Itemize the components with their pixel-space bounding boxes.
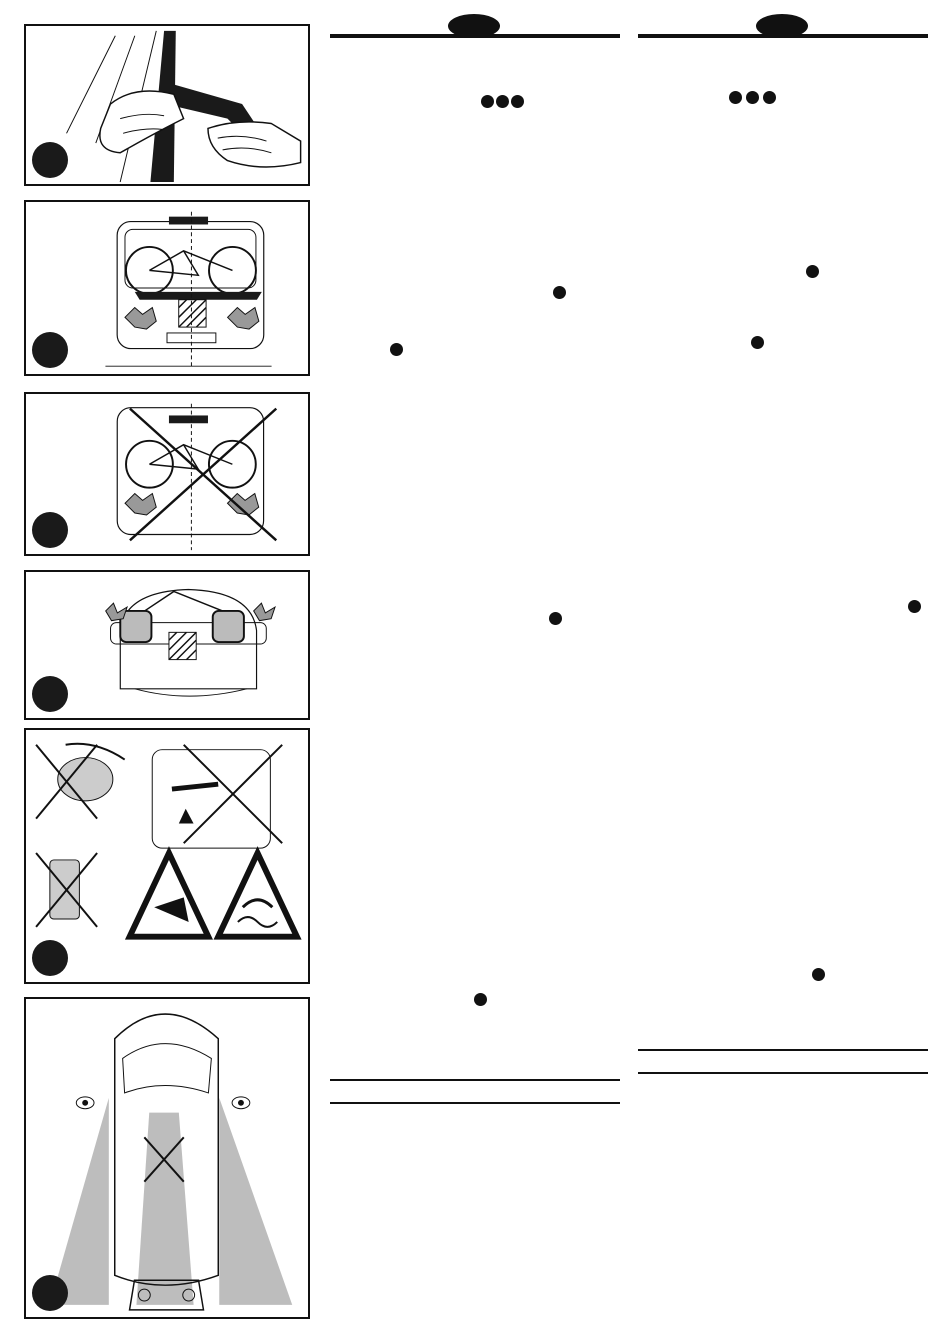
divider (638, 1072, 928, 1074)
car-rear-crossed-out-illustration (26, 394, 308, 554)
hands-pulling-strap-illustration (26, 26, 308, 184)
panel-car-lights-check (24, 570, 310, 720)
step-badge (32, 940, 68, 976)
panel-visibility (24, 997, 310, 1319)
step-badge (32, 142, 68, 178)
divider (330, 1079, 620, 1081)
left-column (330, 24, 620, 1314)
divider (330, 1102, 620, 1104)
step-badge (32, 512, 68, 548)
car-top-view-visibility-illustration (26, 999, 308, 1317)
warning-signs-illustration (26, 730, 308, 982)
divider (638, 1049, 928, 1051)
reference-dot (751, 336, 764, 349)
language-tab (448, 14, 500, 38)
reference-dot (908, 600, 921, 613)
reference-dot (806, 265, 819, 278)
reference-dot (511, 95, 524, 108)
reference-dot (812, 968, 825, 981)
reference-dot (553, 286, 566, 299)
reference-dot (474, 993, 487, 1006)
step-badge (32, 1275, 68, 1311)
panel-car-rear-correct (24, 200, 310, 376)
reference-dot (763, 91, 776, 104)
reference-dot (729, 91, 742, 104)
step-badge (32, 676, 68, 712)
car-lights-illustration (26, 572, 308, 718)
right-column (638, 24, 928, 1314)
car-rear-with-bike-rack-illustration (26, 202, 308, 374)
panel-warnings (24, 728, 310, 984)
reference-dot (496, 95, 509, 108)
panel-car-rear-incorrect (24, 392, 310, 556)
language-tab (756, 14, 808, 38)
reference-dot (481, 95, 494, 108)
reference-dot (390, 343, 403, 356)
reference-dot (549, 612, 562, 625)
step-badge (32, 332, 68, 368)
reference-dot (746, 91, 759, 104)
panel-strap-tightening (24, 24, 310, 186)
